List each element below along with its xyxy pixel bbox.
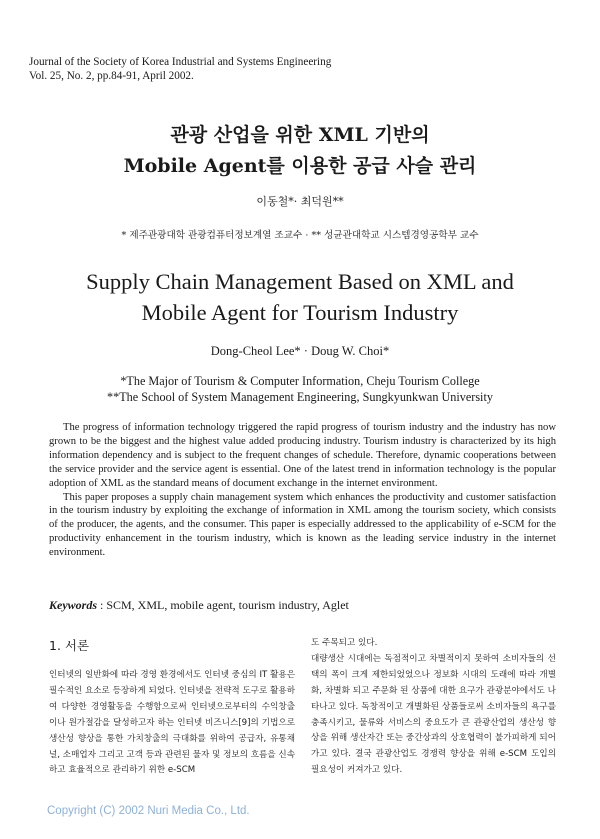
- english-affiliation-line1: *The Major of Tourism & Computer Information, Cheju Tourism College: [120, 374, 480, 388]
- section-heading-introduction: 1. 서론: [49, 638, 90, 653]
- body-column-right: [311, 636, 556, 779]
- abstract-paragraph-1: The progress of information technology triggered the rapid progress of tourism industry and the industry has now grown to be the biggest and the highest value added producing industry. Tourism industry is characterized by its high information dependency and is subject to the frequent changes of schedule. Therefore, dynamic cooperations between the service provider and the service agent is essential. One of the latest trend in information technology is the popular adoption of XML as the standard means of document exchange in the internet environment.: [49, 422, 556, 489]
- english-affiliation-line2: **The School of System Management Engineering, Sungkyunkwan University: [107, 390, 493, 404]
- keywords-text: : SCM, XML, mobile agent, tourism industry, Aglet: [100, 598, 349, 612]
- keywords: [49, 598, 349, 613]
- keywords-label: Keywords: [49, 598, 97, 612]
- korean-affiliation: * 제주관광대학 관광컴퓨터정보계열 조교수 · ** 성균관대학교 시스템경영공학부 교수: [121, 230, 479, 241]
- body-paragraph: 인터넷의 일반화에 따라 경영 환경에서도 인터넷 중심의 IT 활용은 필수적인 요소로 등장하게 되었다. 인터넷을 전략적 도구로 활용하여 다양한 경영활동을 수행함으로써 인터넷으로부터의 수익창출이나 원가절감을 달성하고자 하는 인터넷 비즈니스[9]의 기법으로 생산성 향상을 통한 가치창출의 극대화를 위하여 공급자, 유통채널, 소매업자 그리고 고객 등과 관련된 물자 및 정보의 흐름을 신속하고 효율적으로 관리하기 위한 e-SCM: [49, 670, 295, 776]
- korean-title-line1: 관광 산업을 위한 XML 기반의: [170, 124, 430, 146]
- english-title-line1: Supply Chain Management Based on XML and: [86, 269, 514, 294]
- abstract: [49, 421, 556, 560]
- copyright-watermark: Copyright (C) 2002 Nuri Media Co., Ltd.: [47, 805, 250, 817]
- english-affiliation: [0, 373, 600, 405]
- journal-volume: Vol. 25, No. 2, pp.84-91, April 2002.: [29, 70, 194, 82]
- korean-authors: 이동철*· 최덕원**: [256, 195, 344, 208]
- journal-header: [29, 55, 331, 83]
- journal-name: Journal of the Society of Korea Industrial and Systems Engineering: [29, 56, 332, 68]
- body-paragraph: 대량생산 시대에는 독점적이고 차별적이지 못하여 소비자들의 선택의 폭이 크게 제한되었었으나 정보화 시대의 도래에 따라 개별화, 차별화 되고 주문화 된 상품에 대한 요구가 관광분야에서도 나타나고 있다. 독창적이고 개별화된 상품들로써 소비자들의 욕구를 충족시키고, 물류와 서비스의 중요도가 큰 관광산업의 생산성 향상을 위해 생산자간 또는 중간상과의 상호협력이 불가피하게 되어가고 있다. 결국 관광산업도 경쟁력 향상을 위해 e-SCM 도입의 필요성이 커져가고 있다.: [311, 653, 556, 776]
- english-authors: Dong-Cheol Lee* · Doug W. Choi*: [210, 344, 390, 358]
- korean-title: [0, 120, 600, 182]
- english-title: [0, 266, 600, 328]
- english-title-line2: Mobile Agent for Tourism Industry: [141, 300, 459, 325]
- korean-title-line2: Mobile Agent를 이용한 공급 사슬 관리: [123, 155, 477, 177]
- body-column-left: [49, 668, 295, 779]
- body-paragraph: 도 주목되고 있다.: [311, 638, 378, 648]
- abstract-paragraph-2: This paper proposes a supply chain management system which enhances the productivity and customer satisfaction in the tourism industry by exploiting the exchange of information in XML among the tourism society, which consists of the producer, the agents, and the consumer. This paper is especially addressed to the applicability of e-SCM for the productivity enhancement in the tourism industry, which is known as the leading service industry in the internet environment.: [49, 491, 556, 559]
